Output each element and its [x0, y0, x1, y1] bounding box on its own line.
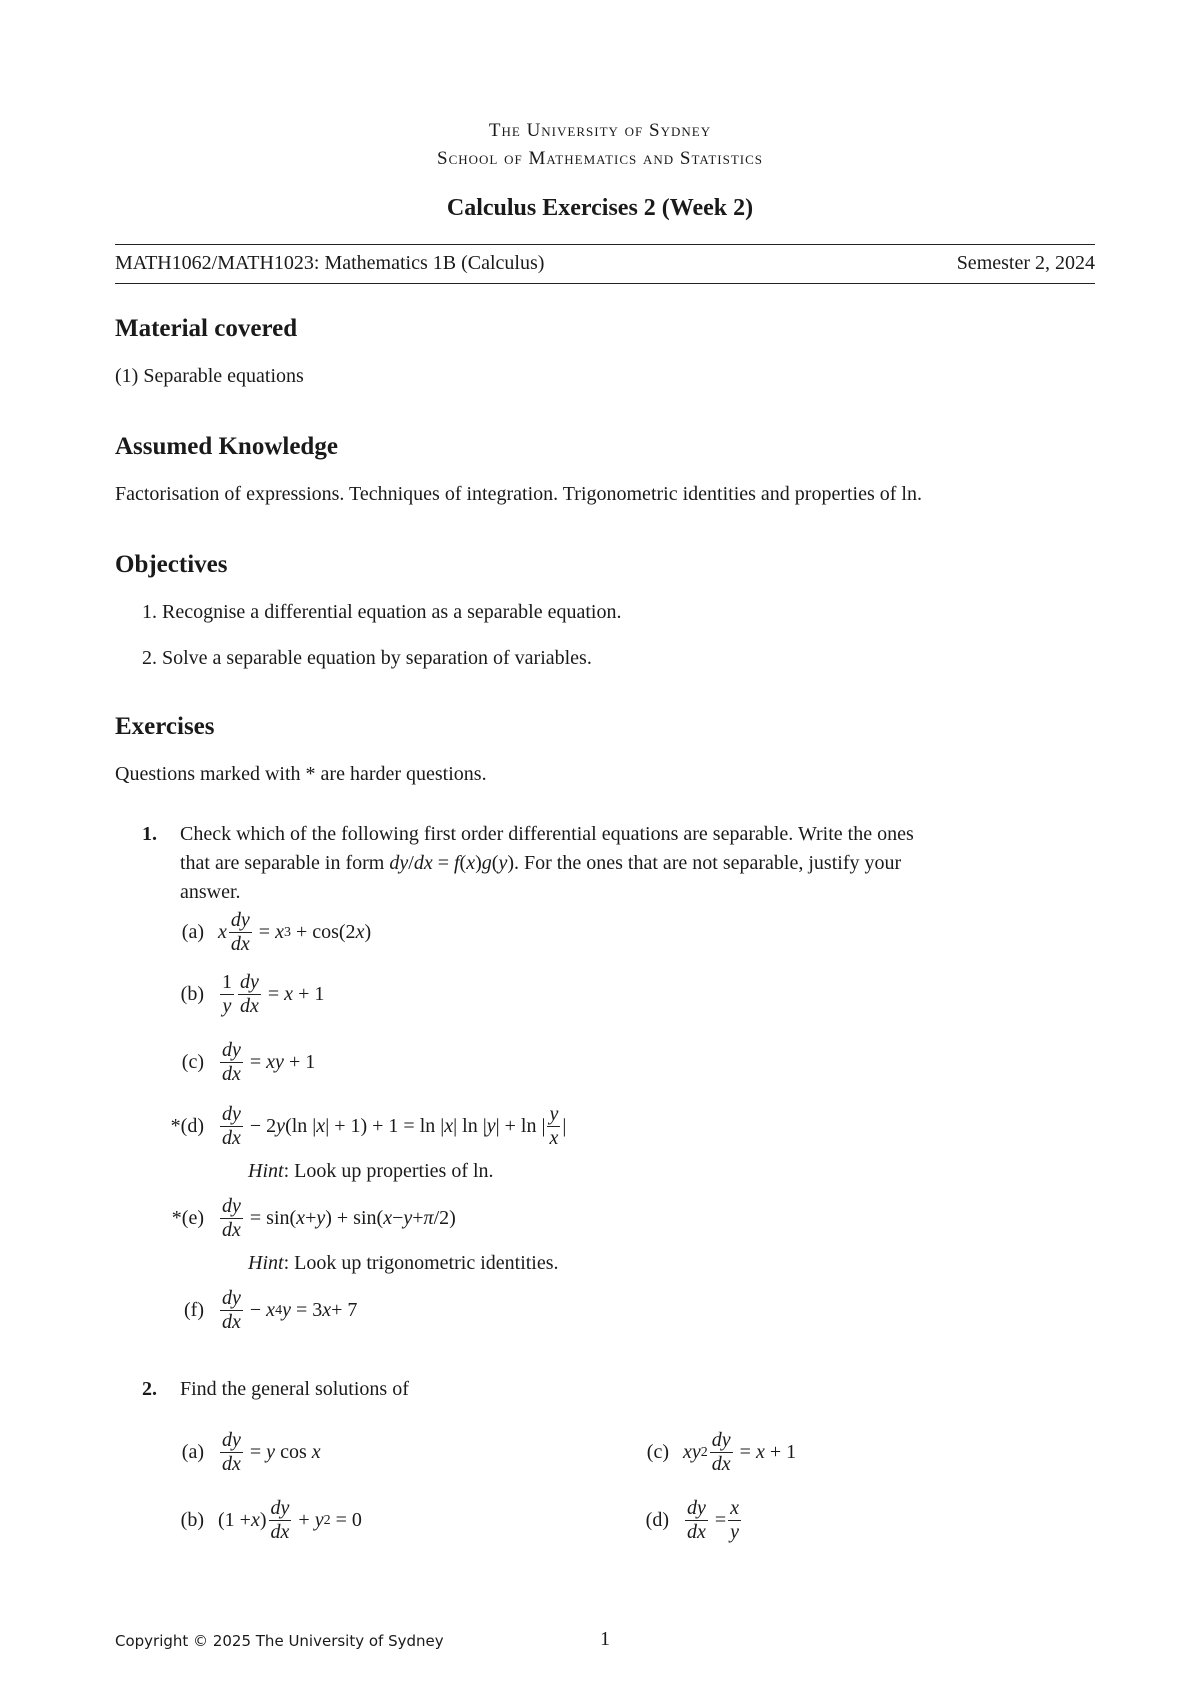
objective-item-1: 1. Recognise a differential equation as a separable equation.: [142, 601, 622, 623]
q1-part-e: *(e) $\frac{dy}{dx}$ = sin( x + y ) + sin( x − y + π /2): [160, 1196, 456, 1241]
q2-label-c: (c): [646, 1441, 669, 1463]
q1-line3: answer.: [180, 881, 241, 903]
q2-label-d: (d): [645, 1509, 669, 1531]
q2-part-d: (d) $\frac{dy}{dx}$ = $\frac{x}{y}$: [625, 1498, 743, 1543]
knowledge-text: Factorisation of expressions. Techniques of integration. Trigonometric identities and properties of ln.: [115, 483, 922, 505]
q1-line1: Check which of the following first order differential equations are separable. Write the ones: [180, 823, 914, 845]
q1-label-b: (b): [180, 983, 204, 1005]
q1-number: 1.: [142, 823, 157, 845]
q1-part-f: (f) $\frac{dy}{dx}$ − x 4 y = 3 x + 7: [160, 1288, 357, 1333]
exercises-heading: Exercises: [115, 713, 215, 740]
bottom-rule: [115, 283, 1095, 284]
q1-label-e: *(e): [171, 1207, 204, 1229]
q1-part-c: (c) $\frac{dy}{dx}$ = xy + 1: [160, 1040, 315, 1085]
page-title: Calculus Exercises 2 (Week 2): [446, 195, 754, 221]
q1-label-c: (c): [181, 1051, 204, 1073]
q1-label-d: *(d): [170, 1115, 204, 1137]
q1-line2: that are separable in form dy/dx = f(x)g(y). For the ones that are not separable, justify your: [180, 852, 902, 874]
semester: Semester 2, 2024: [956, 252, 1095, 274]
hint-text-d: Look up properties of ln.: [294, 1160, 494, 1182]
q2-text: Find the general solutions of: [180, 1378, 409, 1400]
school-name: School of Mathematics and Statistics: [437, 148, 763, 169]
material-heading: Material covered: [115, 315, 298, 342]
university-name: The University of Sydney: [488, 120, 712, 141]
objectives-heading: Objectives: [115, 551, 228, 578]
footer-copyright: Copyright © 2025 The University of Sydney: [115, 1632, 444, 1650]
top-rule: [115, 244, 1095, 245]
q1-hint-d: Hint: Look up properties of ln.: [248, 1160, 494, 1182]
q1-label-a: (a): [181, 921, 204, 943]
q2-label-b: (b): [180, 1509, 204, 1531]
q1-label-f: (f): [184, 1299, 204, 1321]
exercises-note: Questions marked with * are harder questions.: [115, 763, 487, 785]
q1-part-b: (b) $\frac{1}{y}$ $\frac{dy}{dx}$ = x + 1: [160, 972, 324, 1017]
q1-part-d: *(d) $\frac{dy}{dx}$ − 2 y (ln | x | + 1) + 1 = ln | x | ln | y | + ln | $\frac{y}{x}$ |: [160, 1104, 566, 1149]
q2-label-a: (a): [181, 1441, 204, 1463]
q1-line2-a: that are separable in form: [180, 852, 390, 874]
material-item: (1) Separable equations: [115, 365, 304, 387]
knowledge-heading: Assumed Knowledge: [115, 433, 338, 460]
q2-number: 2.: [142, 1378, 157, 1400]
q1-hint-e: Hint: Look up trigonometric identities.: [248, 1252, 559, 1274]
hint-label-d: Hint: [248, 1160, 284, 1182]
page-number: 1: [600, 1628, 610, 1650]
q2-part-b: (b) (1 + x ) $\frac{dy}{dx}$ + y 2 = 0: [160, 1498, 362, 1543]
hint-label-e: Hint: [248, 1252, 284, 1274]
q2-part-c: (c) xy 2 $\frac{dy}{dx}$ = x + 1: [625, 1430, 796, 1475]
objective-item-2: 2. Solve a separable equation by separation of variables.: [142, 647, 592, 669]
course-code: MATH1062/MATH1023: Mathematics 1B (Calculus): [115, 252, 545, 274]
q1-form-math: dy: [389, 852, 409, 874]
q1-part-a: (a) x $\frac{dy}{dx}$ = x 3 + cos(2 x ): [160, 910, 371, 955]
q2-part-a: (a) $\frac{dy}{dx}$ = y cos x: [160, 1430, 321, 1475]
hint-text-e: Look up trigonometric identities.: [294, 1252, 559, 1274]
q1-line2-b: . For the ones that are not separable, justify your: [514, 852, 902, 874]
